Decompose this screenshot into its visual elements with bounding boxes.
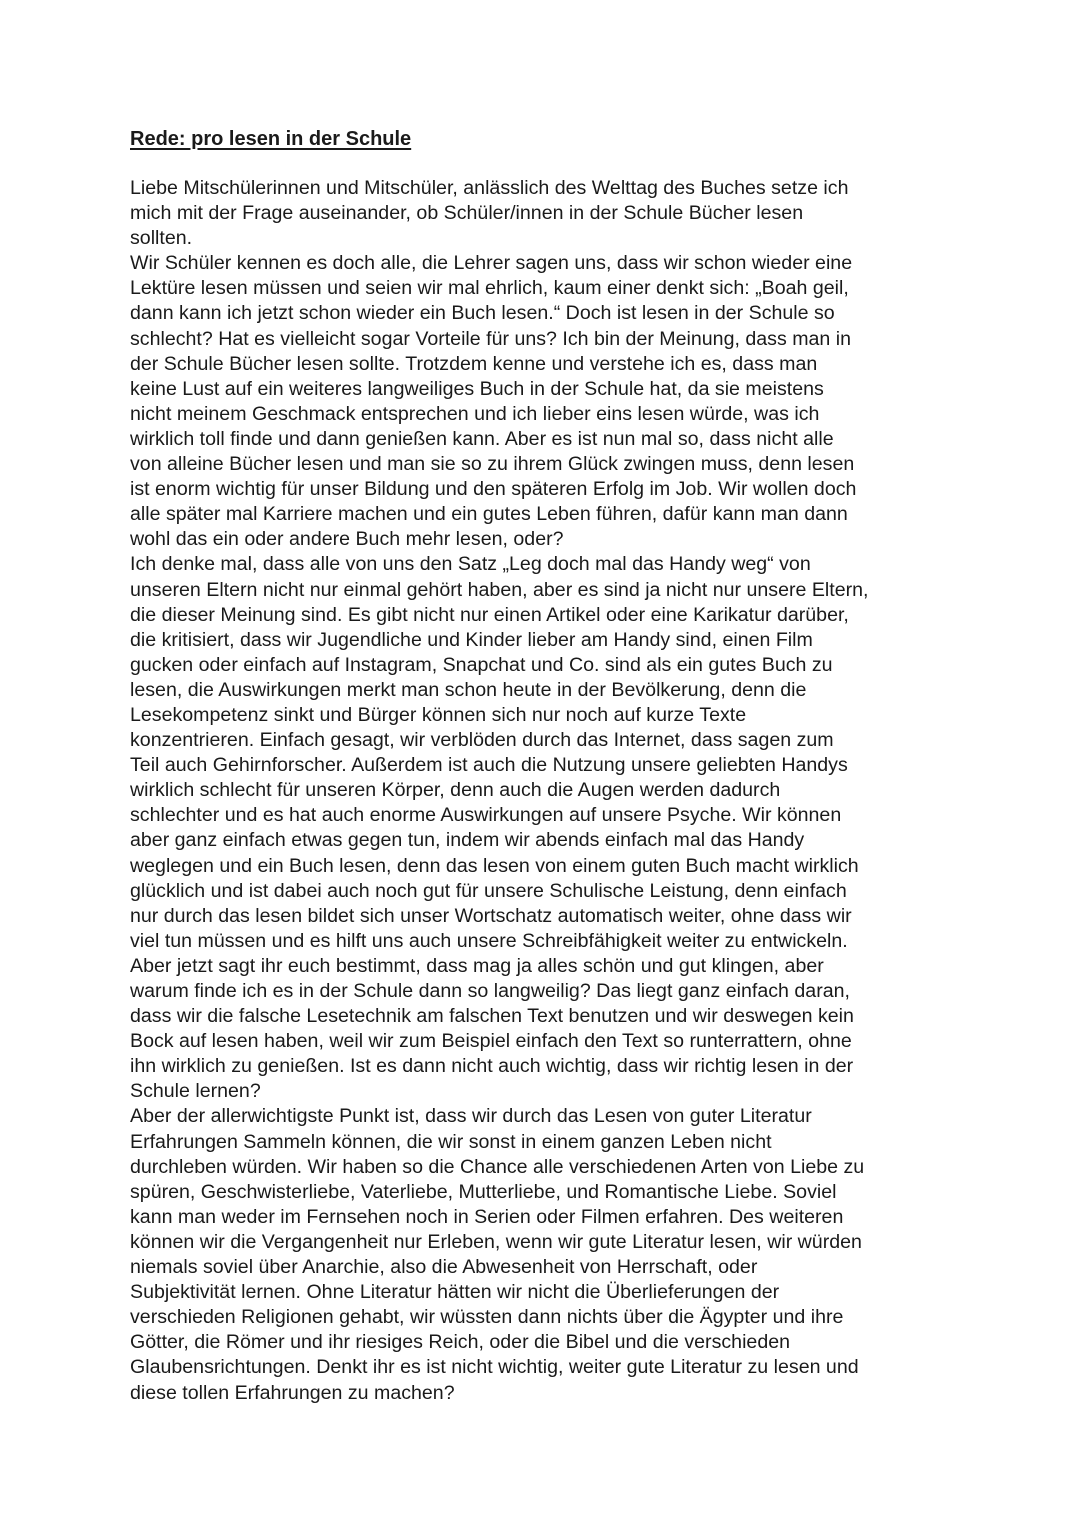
text-line: dann kann ich jetzt schon wieder ein Buch lesen.“ Doch ist lesen in der Schule so xyxy=(130,302,835,325)
text-line: lesen, die Auswirkungen merkt man schon heute in der Bevölkerung, denn die xyxy=(130,678,807,701)
text-line: wohl das ein oder andere Buch mehr lesen, oder? xyxy=(130,528,564,551)
text-line: warum finde ich es in der Schule dann so langweilig? Das liegt ganz einfach daran, xyxy=(130,980,850,1002)
text-line: dass wir die falsche Lesetechnik am falschen Text benutzen und wir deswegen kein xyxy=(130,1005,854,1028)
text-line: der Schule Bücher lesen sollte. Trotzdem kenne und verstehe ich es, dass man xyxy=(130,352,818,375)
text-line: können wir die Vergangenheit nur Erleben, wenn wir gute Literatur lesen, wir würden xyxy=(130,1230,862,1253)
text-line: glücklich und ist dabei auch noch gut für unsere Schulische Leistung, denn einfach xyxy=(130,879,847,902)
text-line: schlecht? Hat es vielleicht sogar Vorteile für uns? Ich bin der Meinung, dass man in xyxy=(130,327,851,350)
text-line: viel tun müssen und es hilft uns auch unsere Schreibfähigkeit weiter zu entwickeln. xyxy=(130,929,848,952)
text-line: Aber jetzt sagt ihr euch bestimmt, dass mag ja alles schön und gut klingen, aber xyxy=(130,954,824,977)
text-line: Wir Schüler kennen es doch alle, die Lehrer sagen uns, dass wir schon wieder eine xyxy=(130,252,853,275)
text-line: Götter, die Römer und ihr riesiges Reich, oder die Bibel und die verschieden xyxy=(130,1331,791,1354)
text-line: wirklich schlecht für unseren Körper, denn auch die Augen werden dadurch xyxy=(130,779,781,802)
text-line: Aber der allerwichtigste Punkt ist, dass wir durch das Lesen von guter Literatur xyxy=(130,1105,812,1128)
text-line: diese tollen Erfahrungen zu machen? xyxy=(130,1381,455,1404)
text-line: unseren Eltern nicht nur einmal gehört haben, aber es sind ja nicht nur unsere Eltern, xyxy=(130,578,869,601)
text-line: schlechter und es hat auch enorme Auswirkungen auf unsere Psyche. Wir können xyxy=(130,804,842,827)
text-line: alle später mal Karriere machen und ein gutes Leben führen, dafür kann man dann xyxy=(130,503,848,526)
speech-body-text xyxy=(130,176,970,1406)
text-line: Lektüre lesen müssen und seien wir mal ehrlich, kaum einer denkt sich: „Boah geil, xyxy=(130,277,849,300)
text-line: keine Lust auf ein weiteres langweiliges Buch in der Schule hat, da sie meistens xyxy=(130,377,824,400)
text-line: mich mit der Frage auseinander, ob Schüler/innen in der Schule Bücher lesen xyxy=(130,202,804,225)
text-line: wirklich toll finde und dann genießen kann. Aber es ist nun mal so, dass nicht alle xyxy=(130,427,834,450)
document-title: Rede: pro lesen in der Schule xyxy=(130,128,412,150)
text-line: verschieden Religionen gehabt, wir wüssten dann nichts über die Ägypter und ihre xyxy=(130,1306,844,1329)
text-line: die dieser Meinung sind. Es gibt nicht nur einen Artikel oder eine Karikatur darüber, xyxy=(130,603,849,626)
text-line: konzentrieren. Einfach gesagt, wir verblöden durch das Internet, dass sagen zum xyxy=(130,729,834,752)
text-line: Bock auf lesen haben, weil wir zum Beispiel einfach den Text so runterrattern, ohne xyxy=(130,1030,852,1053)
text-line: von alleine Bücher lesen und man sie so zu ihrem Glück zwingen muss, denn lesen xyxy=(130,453,855,476)
text-line: Ich denke mal, dass alle von uns den Satz „Leg doch mal das Handy weg“ von xyxy=(130,553,811,576)
text-line: die kritisiert, dass wir Jugendliche und Kinder lieber am Handy sind, einen Film xyxy=(130,628,813,651)
text-line: gucken oder einfach auf Instagram, Snapchat und Co. sind als ein gutes Buch zu xyxy=(130,653,833,676)
text-line: nur durch das lesen bildet sich unser Wortschatz automatisch weiter, ohne dass wir xyxy=(130,904,852,927)
text-line: aber ganz einfach etwas gegen tun, indem wir abends einfach mal das Handy xyxy=(130,829,805,852)
text-line: ist enorm wichtig für unser Bildung und den späteren Erfolg im Job. Wir wollen doch xyxy=(130,478,857,501)
text-line: Glaubensrichtungen. Denkt ihr es ist nicht wichtig, weiter gute Literatur zu lesen und xyxy=(130,1356,859,1379)
text-line: durchleben würden. Wir haben so die Chance alle verschiedenen Arten von Liebe zu xyxy=(130,1155,865,1178)
text-line: Liebe Mitschülerinnen und Mitschüler, anlässlich des Welttag des Buches setze ich xyxy=(130,177,849,199)
text-line: Lesekompetenz sinkt und Bürger können sich nur noch auf kurze Texte xyxy=(130,703,747,726)
text-line: Schule lernen? xyxy=(130,1080,261,1103)
text-line: kann man weder im Fernsehen noch in Serien oder Filmen erfahren. Des weiteren xyxy=(130,1205,844,1228)
text-line: ihn wirklich zu genießen. Ist es dann nicht auch wichtig, dass wir richtig lesen in der xyxy=(130,1055,854,1078)
text-line: weglegen und ein Buch lesen, denn das lesen von einem guten Buch macht wirklich xyxy=(130,854,859,877)
text-line: Erfahrungen Sammeln können, die wir sonst in einem ganzen Leben nicht xyxy=(130,1130,772,1153)
text-line: niemals soviel über Anarchie, also die Abwesenheit von Herrschaft, oder xyxy=(130,1256,758,1279)
text-line: sollten. xyxy=(130,227,193,250)
text-line: Teil auch Gehirnforscher. Außerdem ist auch die Nutzung unsere geliebten Handys xyxy=(130,754,848,777)
text-line: Subjektivität lernen. Ohne Literatur hätten wir nicht die Überlieferungen der xyxy=(130,1281,780,1304)
text-line: nicht meinem Geschmack entsprechen und ich lieber eins lesen würde, was ich xyxy=(130,402,820,425)
text-line: spüren, Geschwisterliebe, Vaterliebe, Mutterliebe, und Romantische Liebe. Soviel xyxy=(130,1180,837,1203)
